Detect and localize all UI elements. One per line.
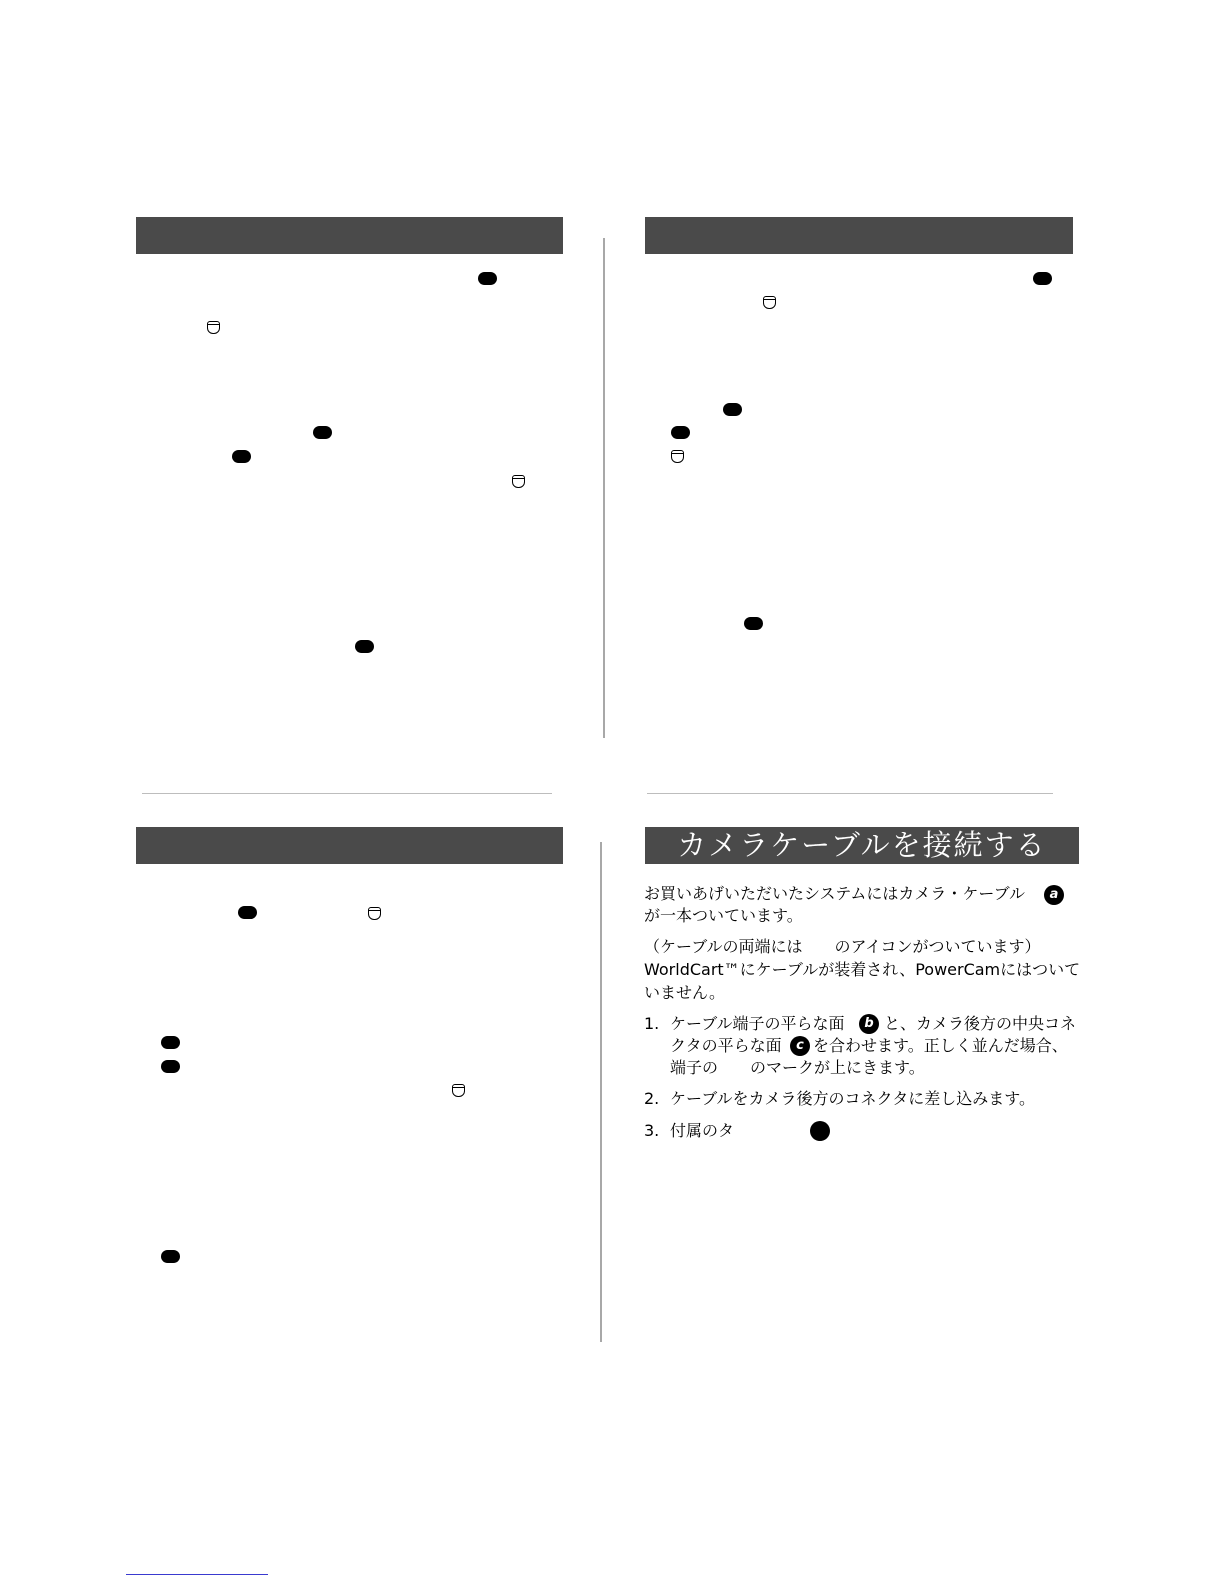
callout-marker-icon [238,906,257,919]
paragraph-line-1: （ケーブルの両端には のアイコンがついています） [644,937,1041,956]
intro-line-2: が一本ついています。 [644,906,803,925]
column-divider-bottom [600,842,602,1342]
step-1-line-1a: ケーブル端子の平らな面 [670,1014,845,1033]
callout-marker-icon [723,403,742,416]
horizontal-divider-left [142,793,552,794]
footer-link-underline[interactable] [126,1574,268,1575]
section-header-bar-top-left [136,217,563,254]
connector-icon [207,321,220,334]
callout-marker-icon [671,426,690,439]
step-2-text: ケーブルをカメラ後方のコネクタに差し込みます。 [670,1089,1035,1108]
section-header-bar-top-right [645,217,1073,254]
callout-marker-icon [355,640,374,653]
column-divider-top [603,238,605,738]
paragraph-line-3: いません。 [644,983,725,1002]
connector-icon [671,450,684,463]
callout-b-icon: b [859,1014,879,1034]
callout-marker-icon [161,1036,180,1049]
callout-marker-icon [810,1121,830,1141]
callout-marker-icon [1033,272,1052,285]
callout-marker-icon [478,272,497,285]
callout-a-icon: a [1044,885,1064,905]
step-1-line-3: 端子の のマークが上にきます。 [670,1058,925,1077]
callout-marker-icon [313,426,332,439]
step-number: 3. [644,1121,660,1140]
connector-icon [452,1084,465,1097]
section-title: カメラケーブルを接続する [677,828,1047,862]
connector-icon [368,907,381,920]
step-3-text: 付属のタ [670,1121,735,1140]
paragraph-line-2: WorldCart™にケーブルが装着され、PowerCamにはついて [644,960,1081,979]
step-number: 2. [644,1089,660,1108]
step-1-line-2b: を合わせます。正しく並んだ場合、 [813,1036,1068,1055]
step-1-line-2a: クタの平らな面 [670,1036,782,1055]
intro-line-1: お買いあげいただいたシステムにはカメラ・ケーブル [644,884,1025,903]
step-1-line-1b: と、カメラ後方の中央コネ [884,1014,1077,1033]
callout-marker-icon [161,1060,180,1073]
horizontal-divider-right [647,793,1053,794]
connector-icon [512,475,525,488]
callout-marker-icon [232,450,251,463]
step-number: 1. [644,1014,660,1033]
callout-c-icon: c [790,1036,810,1056]
callout-marker-icon [744,617,763,630]
connector-icon [763,296,776,309]
section-header-bar-bottom-left [136,827,563,864]
callout-marker-icon [161,1250,180,1263]
section-header-connect-cable [645,827,1079,864]
